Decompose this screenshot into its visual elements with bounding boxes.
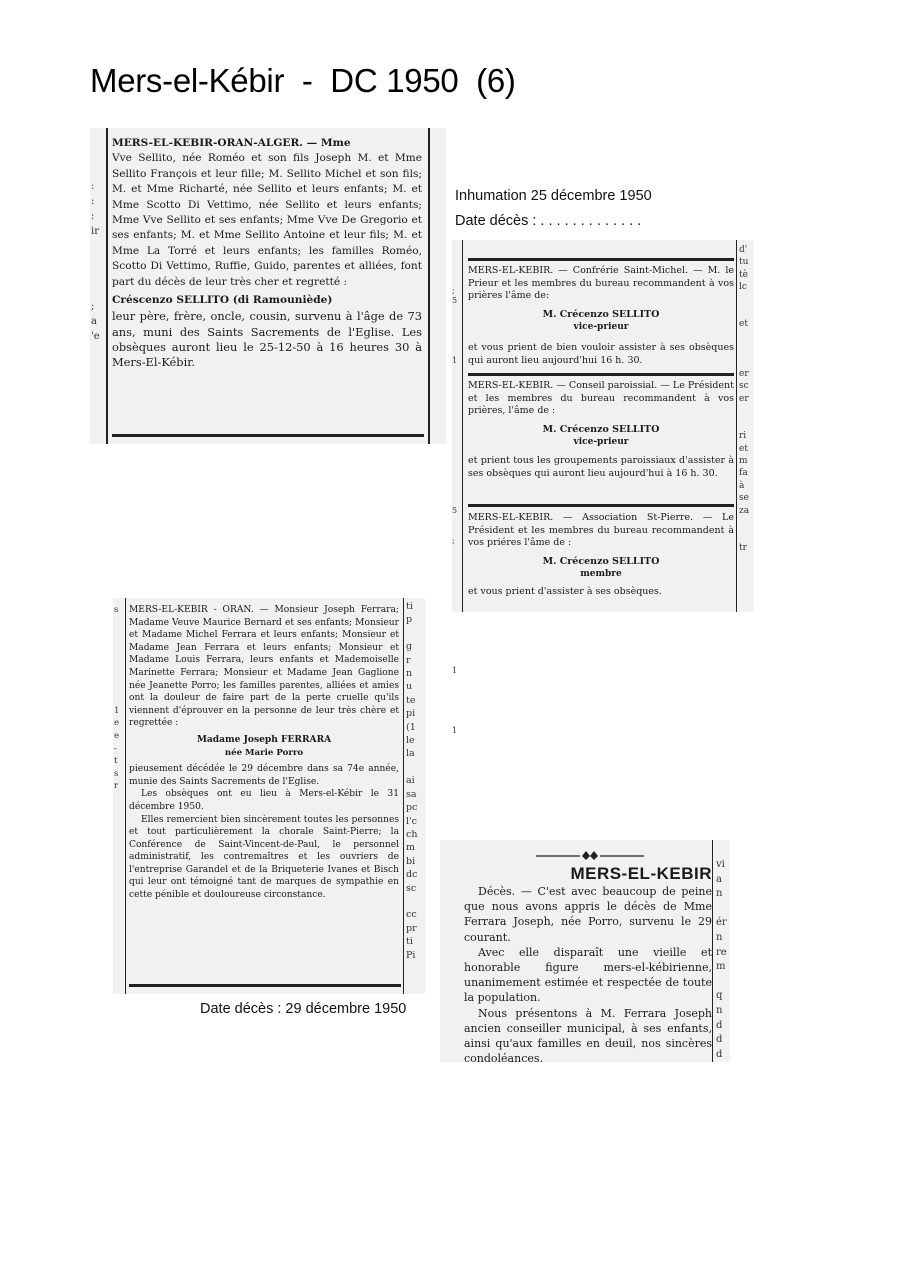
- column-text: [464, 884, 712, 1066]
- date-deces-ferrara-annotation: Date décès : 29 décembre 1950: [200, 1001, 407, 1017]
- paragraph-deces: Décès. — C'est avec beaucoup de peine que nous avons appris le décès de Mme Ferrara Joseph, née Porro, survenu le 29 courant.: [464, 885, 712, 944]
- deceased-role: vice-prieur: [573, 322, 629, 333]
- notice-lead: MERS-EL-KEBIR-ORAN-ALGER. — Mme: [112, 137, 351, 149]
- deceased-name: Créscenzo SELLITO (di Ramouniède): [112, 294, 333, 307]
- column-rule-right: [736, 240, 737, 612]
- notice-closing: et vous prient d'assister à ses obsèques.: [468, 585, 662, 597]
- neighbor-column-fragment-right: d' tu tè lc et er sc er ri et m fa à se za tr: [739, 245, 750, 553]
- thanks-statement: Elles remercient bien sincèrement toutes les personnes et tout particulièrement la chorale Saint-Pierre; la Conférence de Saint-Vincent-de-Paul, le personnel administratif, les contremaîtres et les ouvriers de l'entreprise Garandel et de la Briqueterie Ivanes et Bisch qui leur ont témoigné tant de marques de sympathie en cette pénible et douloureuse circonstance.: [129, 814, 399, 901]
- date-deces-blank-annotation: Date décès : . . . . . . . . . . . . .: [455, 213, 642, 229]
- notice-confrerie-saint-michel: [468, 265, 734, 367]
- clipping-ferrara-family-notice: [113, 598, 425, 994]
- deceased-name: M. Crécenzo SELLITO: [542, 423, 660, 435]
- notice-lead: MERS-EL-KEBIR. — Conseil paroissial. — Le Président et les membres du bureau recommandent à vos prières, l'âme de :: [468, 380, 734, 417]
- neighbor-column-fragment: : : : ir ; a 'e: [91, 181, 100, 342]
- clipping-association-notices: [452, 240, 754, 735]
- notice-lead: MERS-EL-KEBIR. — Association St-Pierre. — Le Président et les membres du bureau recommandent à vos priéres l'âme de :: [468, 512, 734, 549]
- paragraph-tribute: Avec elle disparaît une vieille et honorable figure mers-el-kébirienne, unanimement estimée et respectée de toute la population.: [464, 945, 712, 1005]
- neighbor-column-fragment-right: vi a n ér n re m q n d d d: [716, 859, 727, 1060]
- notice-closing: leur père, frère, oncle, cousin, survenu à l'âge de 73 ans, muni des Saints Sacrements de l'Eglise. Les obsèques auront lieu le 25-12-50 à 16 heures 30 à Mers-El-Kébir.: [112, 309, 422, 370]
- notice-separator: [468, 504, 734, 507]
- notice-association-st-pierre: [468, 512, 734, 599]
- column-rule-left: [462, 240, 463, 612]
- paragraph-condolences: Nous présentons à M. Ferrara Joseph ancien conseiller municipal, à ses enfants, ainsi qu'aux familles en deuil, nos sincères condoléances.: [464, 1006, 712, 1066]
- column-rule-left: [106, 128, 108, 444]
- deceased-name: M. Crécenzo SELLITO: [542, 555, 660, 567]
- notice-bottom-rule: [129, 984, 401, 987]
- column-rule-left: [125, 598, 126, 994]
- notice-bottom-rule: [112, 434, 424, 437]
- notice-lead: MERS-EL-KEBIR. — Confrérie Saint-Michel. — M. le Prieur et les membres du bureau recommandent à vos prières l'âme de:: [468, 265, 734, 302]
- notice-body: MERS-EL-KEBIR - ORAN. — Monsieur Joseph Ferrara; Madame Veuve Maurice Bernard et ses enfants; Monsieur et Madame Michel Ferrara et leurs enfants; Monsieur et Madame Jean Ferrara et leurs enfants; Monsieur et Madame Louis Ferrara, leurs enfants et Mademoiselle Marinette Ferrara; Monsieur et Madame Jean Gaglione née Jeanette Porro; les familles parentes, alliées et amies ont la douleur de faire part de la perte cruelle qu'ils viennent d'éprouver en la personne de leur très chère et regrettée :: [129, 605, 399, 729]
- notice-separator: [468, 258, 734, 261]
- deceased-name: M. Crécenzo SELLITO: [542, 308, 660, 320]
- decorative-ornament-icon: [532, 848, 648, 862]
- notice-text: [129, 604, 399, 902]
- notice-separator: [468, 373, 734, 376]
- neighbor-column-fragment-right: ti p g r n u te pi (1 le la ai sa pc l'c ch m bi dc sc cc pr ti Pi: [406, 601, 418, 961]
- neighbor-column-fragment-left: ; 5 1 5 ; 1 1: [452, 286, 458, 735]
- notice-text: [112, 136, 422, 370]
- column-rule-right: [712, 840, 713, 1062]
- notice-closing: et vous prient de bien vouloir assister à ses obsèques qui auront lieu aujourd'hui 16 h. 30.: [468, 341, 734, 366]
- inhumation-annotation: Inhumation 25 décembre 1950: [455, 188, 652, 204]
- deceased-name: Madame Joseph FERRARA: [196, 733, 332, 745]
- notice-body: Vve Sellito, née Roméo et son fils Joseph M. et Mme Sellito François et leur fille; M. Sellito Michel et son fils; M. et Mme Richarté, née Sellito et leurs enfants; M. et Mme Scotto Di Vettimo, née Sellito et leurs enfants; Mme Vve Sellito et ses enfants; Mme Vve De Gregorio et ses enfants; M. et Mme Sellito Antoine et leur fils; M. et Mme La Torré et leurs enfants; les familles Roméo, Scotto Di Vettimo, Ruffie, Guido, parentes et alliées, font part du décès de leur très cher et regretté :: [112, 152, 422, 288]
- clipping-sellito-family-notice: [90, 128, 446, 444]
- column-masthead: MERS-EL-KEBIR: [570, 864, 712, 883]
- column-rule-right: [403, 598, 404, 994]
- deceased-role: membre: [580, 569, 622, 580]
- death-statement: pieusement décédée le 29 décembre dans sa 74e année, munie des Saints Sacrements de l'Eglise.: [129, 764, 399, 787]
- page-title: Mers-el-Kébir - DC 1950 (6): [90, 62, 516, 99]
- deceased-role: vice-prieur: [573, 437, 629, 448]
- column-rule-right: [428, 128, 430, 444]
- neighbor-column-fragment-left: s 1 e e - t s r: [114, 605, 120, 792]
- notice-closing: et prient tous les groupements paroissiaux d'assister à ses obsèques qui auront lieu aujourd'hui à 16 h. 30.: [468, 454, 734, 479]
- clipping-local-news-column: [440, 840, 730, 1066]
- funeral-statement: Les obsèques ont eu lieu à Mers-el-Kébir le 31 décembre 1950.: [129, 789, 399, 812]
- notice-conseil-paroissial: [468, 380, 734, 480]
- deceased-maiden-name: née Marie Porro: [224, 747, 304, 758]
